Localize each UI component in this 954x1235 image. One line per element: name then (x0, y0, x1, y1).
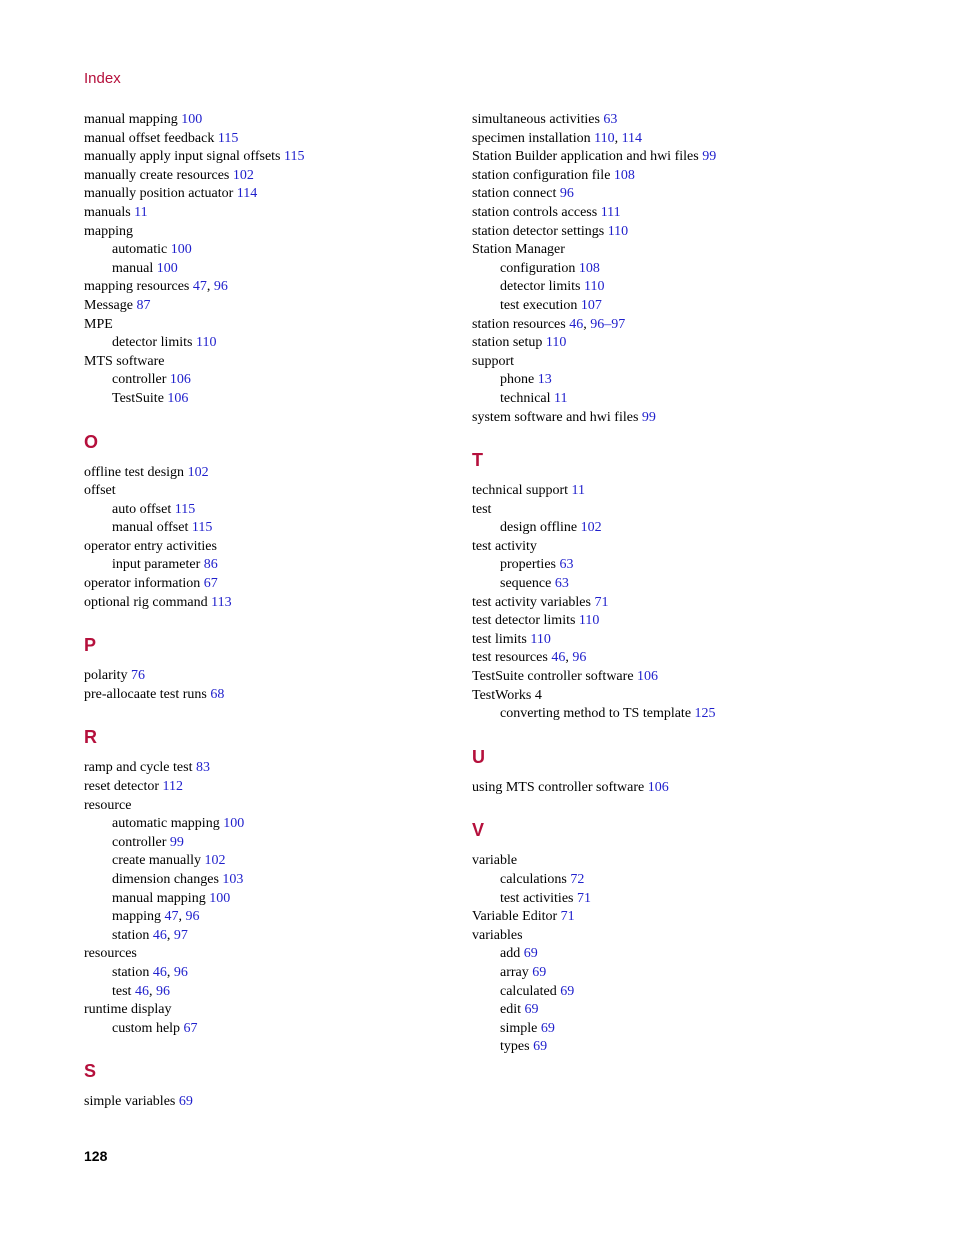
page-link[interactable]: 106 (167, 390, 189, 406)
entry-term: create manually (112, 853, 202, 869)
page-link[interactable]: 113 (211, 594, 232, 610)
page-link[interactable]: 102 (187, 464, 209, 480)
page-link[interactable]: 69 (524, 1002, 539, 1018)
entry-term: operator entry activities (84, 538, 217, 554)
page-link[interactable]: 110 (578, 613, 600, 629)
entry-term: automatic (112, 242, 168, 258)
page-link[interactable]: 96 (559, 186, 574, 202)
index-entry (84, 130, 464, 149)
entry-term: offset (84, 483, 116, 499)
index-entry (84, 538, 464, 557)
page-link[interactable]: 99 (169, 834, 184, 850)
entry-term: auto offset (112, 501, 172, 517)
index-subentry (84, 519, 464, 538)
index-entry (84, 575, 464, 594)
entry-term: Message (84, 297, 133, 313)
page-link[interactable]: 115 (217, 130, 239, 146)
entry-term: mapping resources (84, 279, 190, 295)
page-link[interactable]: 115 (191, 520, 213, 536)
index-subentry (472, 519, 852, 538)
index-entry (472, 204, 852, 223)
page-link[interactable]: 46 (152, 964, 167, 980)
entry-term: offline test design (84, 464, 185, 480)
index-entry (84, 667, 464, 686)
entry-term: design offline (500, 520, 578, 536)
index-section (472, 111, 852, 427)
index-subentry (472, 371, 852, 390)
index-subentry (472, 278, 852, 297)
entry-term: properties (500, 557, 556, 573)
page-link[interactable]: 107 (580, 297, 602, 313)
page-link[interactable]: 63 (554, 576, 569, 592)
entry-term: test detector limits (472, 613, 576, 629)
page-link[interactable]: 108 (578, 260, 600, 276)
entry-term: custom help (112, 1020, 181, 1036)
page-link[interactable]: 110 (545, 335, 567, 351)
index-subentry: station 46, 96 (112, 964, 188, 980)
entry-term: variables (472, 927, 523, 943)
index-subentry (472, 945, 852, 964)
index-subentry (84, 501, 464, 520)
page-link[interactable]: 103 (222, 872, 244, 887)
index-entry (84, 482, 464, 501)
index-subentry (472, 297, 852, 316)
index-entry (84, 353, 464, 372)
index-entry (84, 223, 464, 242)
index-entry (472, 852, 852, 871)
entry-term: manually apply input signal offsets (84, 149, 281, 165)
entry-term: manually position actuator (84, 186, 234, 202)
entry-term: using MTS controller software (472, 779, 645, 795)
index-subentry (84, 871, 464, 890)
entry-term: edit (500, 1002, 521, 1018)
entry-term: automatic mapping (112, 816, 220, 832)
page-link[interactable]: 69 (532, 964, 547, 980)
index-entry (472, 148, 852, 167)
index-column-left (84, 111, 464, 1112)
entry-term: station setup (472, 335, 543, 351)
entry-term: phone (500, 372, 535, 388)
entry-term: manual mapping (84, 112, 178, 127)
entry-term: resource (84, 797, 132, 813)
index-subentry (84, 1020, 464, 1039)
section-letter: P (84, 635, 97, 656)
entry-term: MPE (84, 316, 113, 332)
entry-term: detector limits (112, 335, 193, 351)
index-entry (84, 1093, 464, 1112)
index-subentry (472, 390, 852, 409)
page-link[interactable]: 100 (181, 112, 203, 127)
index-entry (472, 482, 852, 501)
page-link[interactable]: 68 (210, 686, 225, 702)
page-link[interactable]: 106 (637, 669, 659, 685)
index-section-p (84, 634, 464, 704)
section-letter: U (472, 746, 485, 767)
index-subentry: station 46, 97 (112, 927, 188, 943)
page-link[interactable]: 96–97 (590, 316, 626, 332)
entry-term: mapping (84, 223, 133, 239)
entry-term: station (112, 927, 150, 943)
page-link[interactable]: 110 (195, 335, 217, 351)
page-number: 128 (84, 1148, 108, 1164)
index-subentry (84, 371, 464, 390)
entry-term: TestSuite (112, 390, 164, 406)
index-entry: test resources 46, 96 (472, 650, 587, 666)
index-subentry (472, 575, 852, 594)
page-link[interactable]: 111 (600, 204, 621, 220)
page-link[interactable]: 63 (603, 112, 618, 127)
index-section-t (472, 449, 852, 724)
index-entry (472, 538, 852, 557)
entry-term: TestWorks 4 (472, 687, 542, 703)
entry-term: operator information (84, 576, 201, 592)
index-entry (472, 927, 852, 946)
index-column-right (472, 111, 852, 1057)
entry-term: simple variables (84, 1094, 176, 1110)
entry-term: technical support (472, 483, 569, 499)
index-subentry (472, 556, 852, 575)
entry-term: types (500, 1039, 530, 1055)
entry-term: polarity (84, 668, 128, 684)
entry-term: calculated (500, 983, 557, 999)
page-link[interactable]: 99 (641, 409, 656, 425)
page-link[interactable]: 46 (551, 650, 566, 666)
page-link[interactable]: 96 (213, 279, 228, 295)
entry-term: pre-allocaate test runs (84, 686, 207, 702)
entry-term: controller (112, 834, 167, 850)
page-link[interactable]: 69 (533, 1039, 548, 1055)
index-entry (84, 185, 464, 204)
page-link[interactable]: 102 (204, 853, 226, 869)
index-subentry: test 46, 96 (112, 983, 170, 999)
section-letter: O (84, 431, 99, 452)
page-link[interactable]: 97 (173, 927, 188, 943)
index-subentry (472, 983, 852, 1002)
page-link[interactable]: 114 (621, 130, 643, 146)
page-link[interactable]: 69 (178, 1094, 193, 1110)
page-link[interactable]: 99 (702, 149, 717, 165)
entry-term: controller (112, 372, 167, 388)
index-section-u (472, 746, 852, 798)
page-link[interactable]: 96 (572, 650, 587, 666)
index-entry (84, 797, 464, 816)
section-letter: V (472, 820, 485, 841)
entry-term: manuals (84, 204, 131, 220)
entry-term: station connect (472, 186, 557, 202)
entry-term: MTS software (84, 353, 165, 369)
index-entry (84, 686, 464, 705)
page-link[interactable]: 108 (613, 167, 635, 183)
entry-term: station configuration file (472, 167, 611, 183)
page-link[interactable]: 110 (583, 279, 605, 295)
page-link[interactable]: 100 (209, 890, 231, 906)
index-entry (84, 204, 464, 223)
page-link[interactable]: 71 (560, 909, 575, 925)
entry-term: station detector settings (472, 223, 605, 239)
entry-term: station (112, 964, 150, 980)
entry-term: station controls access (472, 204, 598, 220)
entry-term: runtime display (84, 1002, 172, 1018)
entry-term: converting method to TS template (500, 706, 692, 722)
index-section-v (472, 819, 852, 1057)
index-subentry (84, 556, 464, 575)
page-link[interactable]: 47 (192, 279, 207, 295)
page-link[interactable]: 96 (185, 909, 200, 925)
index-subentry (472, 871, 852, 890)
page-link[interactable]: 115 (174, 501, 196, 517)
index-entry (472, 631, 852, 650)
section-letter: T (472, 450, 483, 471)
page-link[interactable]: 11 (134, 204, 148, 220)
page-link[interactable]: 110 (594, 130, 615, 146)
page-link[interactable]: 71 (576, 890, 591, 906)
entry-term: manual (112, 260, 154, 276)
index-entry (84, 594, 464, 613)
index-subentry (84, 390, 464, 409)
entry-term: test (472, 501, 492, 517)
entry-term: test activity (472, 538, 537, 554)
page-link[interactable]: 106 (169, 372, 191, 388)
page-link[interactable]: 96 (173, 964, 188, 980)
entry-term: simultaneous activities (472, 112, 600, 127)
page-link[interactable]: 67 (203, 576, 218, 592)
entry-term: system software and hwi files (472, 409, 639, 425)
page-link[interactable]: 72 (570, 872, 585, 887)
entry-term: Station Manager (472, 242, 565, 258)
entry-term: test (112, 983, 132, 999)
page-link[interactable]: 114 (236, 186, 258, 202)
index-subentry (472, 705, 852, 724)
index-entry (84, 464, 464, 483)
index-entry (472, 111, 852, 130)
page-link[interactable]: 69 (523, 946, 538, 962)
entry-term: add (500, 946, 521, 962)
entry-term: mapping (112, 909, 161, 925)
index-entry (472, 353, 852, 372)
page-link[interactable]: 69 (540, 1020, 555, 1036)
page-link[interactable]: 11 (554, 390, 568, 406)
index-subentry (472, 890, 852, 909)
entry-term: array (500, 964, 529, 980)
index-section (84, 111, 464, 409)
index-entry (472, 334, 852, 353)
entry-term: Station Builder application and hwi files (472, 149, 699, 165)
page-link[interactable]: 69 (560, 983, 575, 999)
index-entry (472, 223, 852, 242)
index-entry (472, 501, 852, 520)
index-subentry (84, 334, 464, 353)
entry-term: sequence (500, 576, 552, 592)
page-title: Index (84, 70, 121, 87)
index-entry (472, 687, 852, 706)
index-entry (472, 167, 852, 186)
entry-term: test resources (472, 650, 548, 666)
entry-term: simple (500, 1020, 538, 1036)
index-subentry (472, 1038, 852, 1057)
entry-term: variable (472, 853, 518, 869)
page-link[interactable]: 71 (594, 594, 609, 610)
page-link[interactable]: 100 (156, 260, 178, 276)
index-subentry (472, 260, 852, 279)
entry-term: Variable Editor (472, 909, 558, 925)
entry-term: input parameter (112, 557, 201, 573)
entry-term: dimension changes (112, 872, 219, 887)
index-entry (84, 759, 464, 778)
page-link[interactable]: 47 (164, 909, 179, 925)
page-link[interactable]: 115 (284, 149, 305, 165)
page-link[interactable]: 100 (170, 242, 192, 258)
index-section-o (84, 431, 464, 613)
page-link[interactable]: 102 (232, 167, 254, 183)
page-link[interactable]: 11 (571, 483, 586, 499)
index-entry (84, 778, 464, 797)
page-link[interactable]: 46 (569, 316, 584, 332)
page-link[interactable]: 67 (183, 1020, 198, 1036)
page-link[interactable]: 102 (580, 520, 602, 536)
entry-term: optional rig command (84, 594, 208, 610)
index-entry (472, 779, 852, 798)
page-link[interactable]: 125 (694, 706, 716, 722)
entry-term: manually create resources (84, 167, 230, 183)
page-link[interactable]: 87 (136, 297, 151, 313)
entry-term: TestSuite controller software (472, 669, 634, 685)
page-link[interactable]: 83 (195, 760, 210, 776)
index-subentry (84, 834, 464, 853)
index-subentry (472, 1020, 852, 1039)
page-link[interactable]: 63 (559, 557, 574, 573)
index-entry (472, 908, 852, 927)
page-link[interactable]: 110 (530, 631, 551, 647)
page-link[interactable]: 13 (537, 372, 552, 388)
section-letter: R (84, 727, 97, 748)
page-link[interactable]: 76 (131, 668, 146, 684)
index-section-r (84, 726, 464, 1038)
index-section-s (84, 1060, 464, 1112)
index-entry (84, 167, 464, 186)
page-link[interactable]: 96 (155, 983, 170, 999)
page-link[interactable]: 112 (162, 779, 183, 795)
index-entry: specimen installation 110, 114 (472, 130, 643, 146)
entry-term: manual offset feedback (84, 130, 215, 146)
entry-term: reset detector (84, 779, 160, 795)
index-entry (472, 668, 852, 687)
entry-term: resources (84, 946, 137, 962)
entry-term: detector limits (500, 279, 581, 295)
index-entry (472, 185, 852, 204)
index-subentry (84, 890, 464, 909)
entry-term: ramp and cycle test (84, 760, 193, 776)
entry-term: manual offset (112, 520, 189, 536)
index-subentry (84, 815, 464, 834)
index-entry: mapping resources 47, 96 (84, 279, 228, 295)
index-subentry (84, 852, 464, 871)
page-link[interactable]: 106 (647, 779, 669, 795)
index-entry (472, 612, 852, 631)
entry-term: test limits (472, 631, 527, 647)
page-link[interactable]: 86 (203, 557, 218, 573)
index-entry: station resources 46, 96–97 (472, 316, 626, 332)
index-entry (472, 409, 852, 428)
index-entry (472, 594, 852, 613)
index-entry (472, 241, 852, 260)
entry-term: station resources (472, 316, 566, 332)
index-subentry (472, 964, 852, 983)
section-letter: S (84, 1061, 97, 1082)
index-subentry (84, 241, 464, 260)
entry-term: calculations (500, 872, 567, 887)
index-entry (84, 148, 464, 167)
entry-term: test activity variables (472, 594, 591, 610)
index-entry (84, 111, 464, 130)
entry-term: technical (500, 390, 551, 406)
entry-term: specimen installation (472, 130, 591, 146)
page-link[interactable]: 46 (152, 927, 167, 943)
index-entry (84, 945, 464, 964)
entry-term: configuration (500, 260, 576, 276)
index-subentry: mapping 47, 96 (112, 909, 200, 925)
index-entry (84, 1001, 464, 1020)
page-link[interactable]: 46 (134, 983, 149, 999)
index-entry (84, 316, 464, 335)
index-subentry (472, 1001, 852, 1020)
page-link[interactable]: 100 (223, 816, 245, 832)
entry-term: manual mapping (112, 890, 206, 906)
entry-term: test activities (500, 890, 574, 906)
entry-term: support (472, 353, 514, 369)
index-subentry (84, 260, 464, 279)
index-entry (84, 297, 464, 316)
entry-term: test execution (500, 297, 578, 313)
page-link[interactable]: 110 (607, 223, 629, 239)
